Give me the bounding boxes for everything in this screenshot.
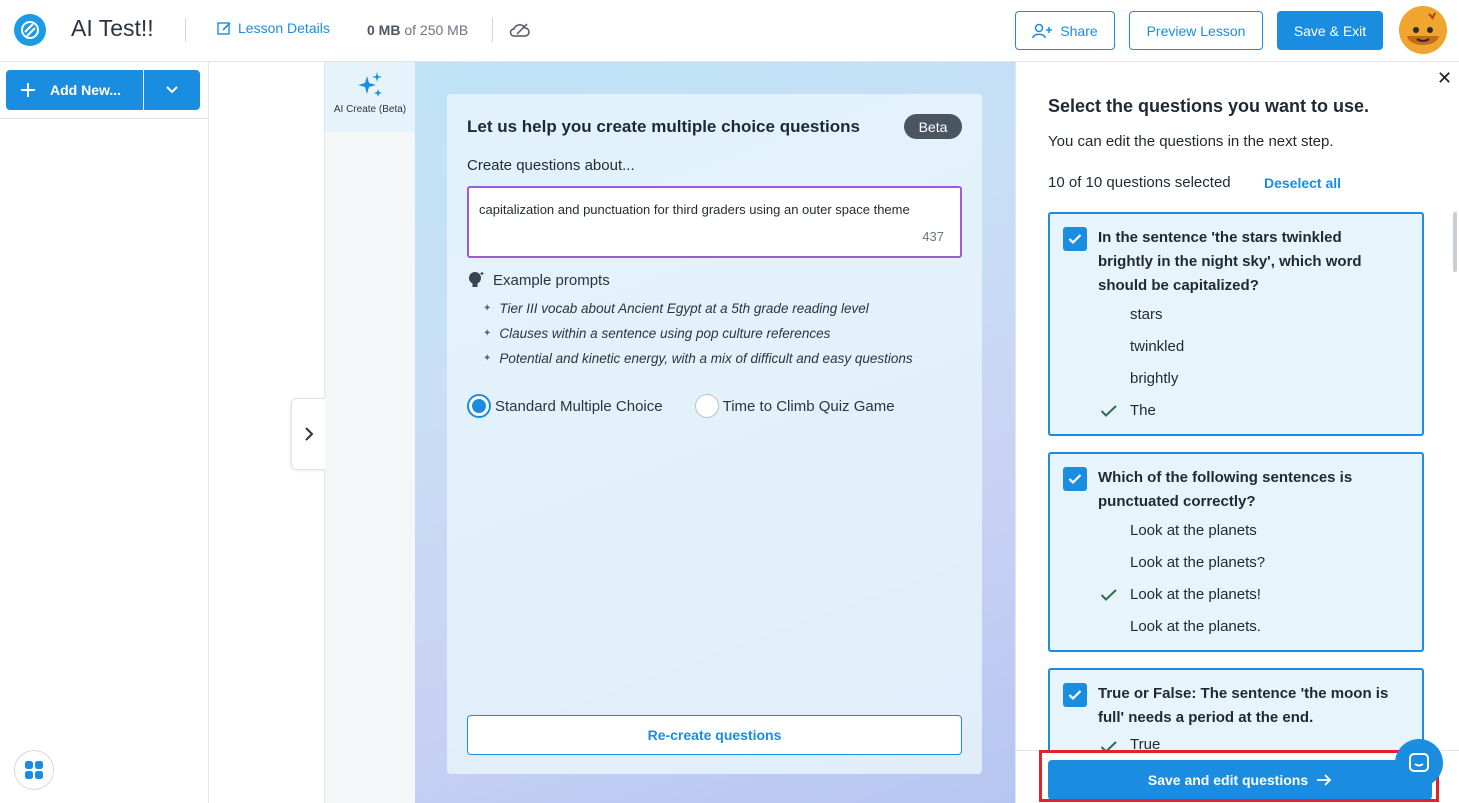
close-icon[interactable]: ✕ [1437, 68, 1453, 88]
top-bar [0, 0, 1459, 62]
add-new-label: Add New... [50, 82, 122, 98]
correct-answer-check-icon [1100, 740, 1118, 750]
lesson-details-link[interactable] [217, 20, 330, 36]
question-checkbox[interactable] [1063, 227, 1087, 251]
answer-option: stars [1130, 306, 1163, 323]
create-questions-label: Create questions about... [467, 157, 635, 174]
example-prompt-text: Clauses within a sentence using pop culture references [499, 326, 831, 341]
checkmark-icon [1068, 689, 1082, 701]
time-to-climb-radio[interactable] [695, 394, 895, 418]
plus-icon [20, 82, 36, 98]
ai-create-tab[interactable] [325, 62, 415, 132]
save-exit-label: Save & Exit [1293, 22, 1367, 39]
storage-indicator [367, 22, 468, 38]
deselect-all-link[interactable]: Deselect all [1264, 175, 1342, 191]
answer-option: Look at the planets [1130, 522, 1257, 539]
lightbulb-icon [467, 270, 487, 290]
grid-icon [24, 760, 44, 780]
checkmark-icon [1068, 473, 1082, 485]
share-label: Share [1060, 22, 1098, 39]
preview-label: Preview Lesson [1146, 22, 1246, 39]
page-title: AI Test!! [71, 15, 154, 41]
arrow-right-icon [1316, 774, 1332, 786]
example-prompt-text: Potential and kinetic energy, with a mix of difficult and easy questions [499, 351, 913, 366]
example-prompts-list [483, 296, 913, 371]
radio-label: Standard Multiple Choice [495, 397, 663, 415]
add-new-button[interactable] [6, 70, 143, 110]
example-prompt[interactable] [483, 321, 913, 346]
selection-subtitle: You can edit the questions in the next step. [1048, 133, 1334, 150]
character-count: 437 [922, 229, 944, 244]
selected-count: 10 of 10 questions selected [1048, 174, 1231, 191]
question-text: In the sentence 'the stars twinkled brightly in the night sky', which word should be capitalized? [1098, 229, 1362, 294]
correct-answer-check-icon [1100, 588, 1118, 602]
add-new-dropdown-button[interactable] [144, 70, 200, 110]
question-card[interactable] [1048, 668, 1424, 750]
radio-unselected-indicator [695, 394, 719, 418]
example-prompts-heading [467, 270, 610, 290]
divider [185, 18, 186, 42]
answer-option-correct: Look at the planets! [1130, 586, 1261, 603]
selection-title: Select the questions you want to use. [1048, 96, 1370, 116]
ai-create-label: AI Create (Beta) [333, 104, 407, 115]
question-text: True or False: The sentence 'the moon is full' needs a period at the end. [1098, 685, 1389, 726]
add-user-icon [1032, 23, 1054, 39]
sparkles-icon [355, 70, 385, 100]
tool-column [325, 132, 415, 803]
correct-answer-check-icon [1100, 404, 1118, 418]
chevron-down-icon [165, 85, 179, 95]
question-text: Which of the following sentences is punctuated correctly? [1098, 469, 1353, 510]
divider [0, 118, 209, 119]
storage-total: of 250 MB [404, 22, 469, 38]
example-prompt-text: Tier III vocab about Ancient Egypt at a 5th grade reading level [499, 301, 869, 316]
example-prompt[interactable] [483, 346, 913, 371]
prompt-text: capitalization and punctuation for third graders using an outer space theme [479, 202, 910, 217]
edit-icon [217, 21, 232, 36]
answer-option: Look at the planets? [1130, 554, 1266, 571]
divider [492, 18, 493, 42]
answer-option: twinkled [1130, 338, 1185, 355]
sparkle-bullet-icon: ✦ [483, 353, 492, 364]
left-panel [0, 62, 209, 803]
question-checkbox[interactable] [1063, 683, 1087, 707]
standard-multiple-choice-radio[interactable] [467, 394, 663, 418]
avatar[interactable] [1399, 6, 1447, 54]
question-type-options [467, 394, 927, 418]
expand-panel-button[interactable] [291, 398, 325, 470]
radio-label: Time to Climb Quiz Game [722, 397, 895, 415]
save-and-edit-questions-button[interactable] [1048, 760, 1432, 800]
chat-icon [1407, 751, 1431, 775]
app-logo-icon[interactable] [14, 14, 46, 46]
question-card[interactable] [1048, 452, 1424, 652]
generator-title: Let us help you create multiple choice questions [467, 117, 860, 136]
storage-used: 0 MB [367, 22, 401, 38]
topic-prompt-input[interactable] [467, 186, 962, 258]
example-prompts-label: Example prompts [493, 271, 610, 289]
apps-menu-button[interactable] [14, 750, 54, 790]
sparkle-bullet-icon: ✦ [483, 328, 492, 339]
chat-support-button[interactable] [1395, 739, 1443, 787]
preview-lesson-button[interactable] [1129, 11, 1263, 50]
answer-option: brightly [1130, 370, 1179, 387]
question-card[interactable] [1048, 212, 1424, 436]
lesson-details-label: Lesson Details [238, 20, 330, 36]
recreate-questions-button[interactable]: Re-create questions [467, 715, 962, 755]
example-prompt[interactable] [483, 296, 913, 321]
question-generator-card [447, 94, 982, 774]
answer-option-correct: True [1130, 736, 1161, 750]
save-edit-label: Save and edit questions [1147, 772, 1309, 788]
checkmark-icon [1068, 233, 1082, 245]
cloud-saved-icon [509, 20, 531, 45]
selection-footer [1016, 750, 1459, 803]
answer-option-correct: The [1130, 402, 1156, 419]
share-button[interactable] [1015, 11, 1115, 50]
beta-badge: Beta [904, 114, 962, 139]
sparkle-bullet-icon: ✦ [483, 303, 492, 314]
question-selection-panel [1015, 62, 1459, 803]
radio-selected-indicator [467, 394, 491, 418]
question-checkbox[interactable] [1063, 467, 1087, 491]
chevron-right-icon [304, 426, 314, 442]
answer-option: Look at the planets. [1130, 618, 1261, 635]
question-list [1016, 212, 1459, 750]
save-exit-button[interactable] [1277, 11, 1383, 50]
